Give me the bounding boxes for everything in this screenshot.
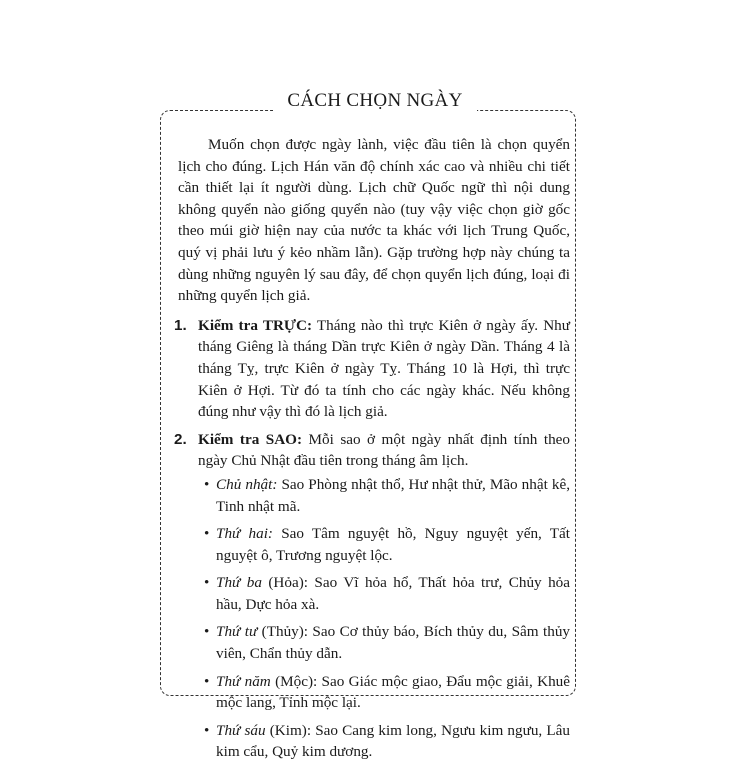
stars-text: Sao Tâm nguyệt hồ, Nguy nguyệt yến, Tất nguyệt ô, Trương nguyệt lộc. [216,525,571,564]
day-label: Thứ ba [216,574,262,592]
list-item [204,621,570,664]
list-item [204,474,570,517]
bullet-icon: • [204,672,210,690]
day-label: Thứ tư [216,623,258,641]
item-text: Mỗi sao ở một ngày nhất định tính theo ngày Chủ Nhật đầu tiên trong tháng âm lịch. [198,430,570,470]
intro-paragraph: Muốn chọn được ngày lành, việc đầu tiên là chọn quyển lịch cho đúng. Lịch Hán văn độ chính xác cao và nhiều chi tiết cần thiết lại ít người dùng. Lịch chữ Quốc ngữ thì nội dung không quyển nào giống quyển nào (tuy vậy việc chọn giờ gốc theo múi giờ hiện nay của nước ta khác với lịch Trung Quốc, quý vị phải lưu ý kẻo nhầm lẫn). Gặp trường hợp này chúng ta dùng những nguyên lý sau đây, để chọn quyển lịch đúng, loại đi những quyển lịch giả. [178,136,570,305]
numbered-item [174,429,571,763]
bullet-list [198,474,570,763]
numbered-item [174,315,570,423]
item-heading: Kiểm tra TRỰC: [198,316,313,334]
bullet-icon: • [204,525,210,543]
page-body [174,134,571,769]
bullet-icon: • [204,574,210,592]
bullet-icon: • [204,721,210,739]
item-number: 2. [174,430,187,448]
day-label: Thứ năm [216,672,271,690]
day-label: Thứ sáu [216,721,266,739]
page-title [0,90,750,112]
stars-text: (Mộc): Sao Giác mộc giao, Đẩu mộc giải, Khuê mộc lang, Tỉnh mộc lại. [216,672,571,712]
stars-text: Sao Phòng nhật thổ, Hư nhật thử, Mão nhật kê, Tinh nhật mã. [216,475,570,515]
list-item [204,572,570,615]
item-number: 1. [174,316,187,334]
item-heading: Kiểm tra SAO: [198,430,303,448]
list-item [204,671,570,714]
stars-text: (Hỏa): Sao Vĩ hỏa hổ, Thất hỏa trư, Chủy hỏa hầu, Dực hỏa xà. [216,574,571,613]
list-item [204,720,570,763]
day-label: Chủ nhật: [216,475,278,493]
title-text: CÁCH CHỌN NGÀY [273,90,476,111]
bullet-icon: • [204,475,210,493]
list-item [204,523,570,566]
bullet-icon: • [204,623,210,641]
stars-text: (Thủy): Sao Cơ thủy báo, Bích thủy du, Sâm thủy viên, Chẩn thủy dẫn. [216,623,571,663]
day-label: Thứ hai: [216,525,273,543]
stars-text: (Kim): Sao Cang kim long, Ngưu kim ngưu, Lâu kim cẩu, Quỷ kim dương. [216,721,570,761]
item-text: Tháng nào thì trực Kiên ở ngày ấy. Như tháng Giêng là tháng Dần trực Kiên ở ngày Dần. Tháng 4 là tháng Tỵ, trực Kiên ở ngày Tỵ. Tháng 10 là Hợi, thì trực Kiên ở Hợi. Từ đó ta tính cho các ngày khác. Nếu không đúng như vậy thì đó là lịch giả. [198,316,570,421]
